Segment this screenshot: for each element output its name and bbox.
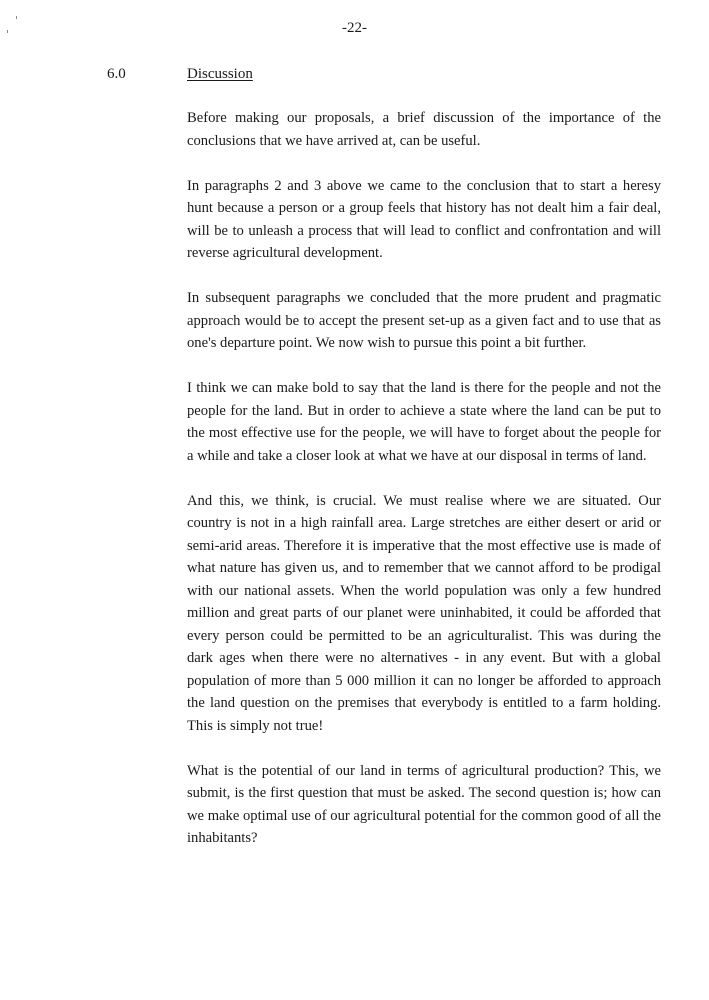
paragraph: What is the potential of our land in terms of agricultural production? This, we submit, is the first question that must be asked. The second question is; how can we make optimal use of our agricultural potential for the common good of all the inhabitants? [187, 762, 661, 846]
scan-mark [16, 16, 17, 19]
paragraph: And this, we think, is crucial. We must realise where we are situated. Our country is not in a high rainfall area. Large stretches are either desert or arid or semi-arid areas. Therefore it is imperative that the most effective use is made of what nature has given us, and to remember that we cannot afford to be prodigal with our national assets. When the world population was only a few hundred million and great parts of our planet were uninhabited, it could be afforded that every person could be permitted to be an agriculturalist. This was during the dark ages when there were no alternatives - in any event. But with a global population of more than 5 000 million it can no longer be afforded to approach the land question on the premises that everybody is entitled to a farm holding. This is simply not true! [187, 492, 661, 734]
paragraph: Before making our proposals, a brief discussion of the importance of the conclusions that we have arrived at, can be useful. [187, 110, 661, 149]
paragraph: I think we can make bold to say that the land is there for the people and not the people for the land. But in order to achieve a state where the land can be put to the most effective use for the people, we will have to forget about the people for a while and take a closer look at what we have at our disposal in terms of land. [187, 380, 661, 464]
section-title: Discussion [187, 66, 253, 82]
paragraph: In subsequent paragraphs we concluded that the more prudent and pragmatic approach would be to accept the present set-up as a given fact and to use that as one's departure point. We now wish to pursue this point a bit further. [187, 290, 661, 351]
section-number: 6.0 [107, 66, 126, 82]
document-body [187, 107, 661, 872]
paragraph: In paragraphs 2 and 3 above we came to the conclusion that to start a heresy hunt because a person or a group feels that history has not dealt him a fair deal, will be to unleash a process that will lead to conflict and confrontation and will reverse agricultural development. [187, 177, 661, 261]
page-number: -22- [342, 20, 367, 36]
